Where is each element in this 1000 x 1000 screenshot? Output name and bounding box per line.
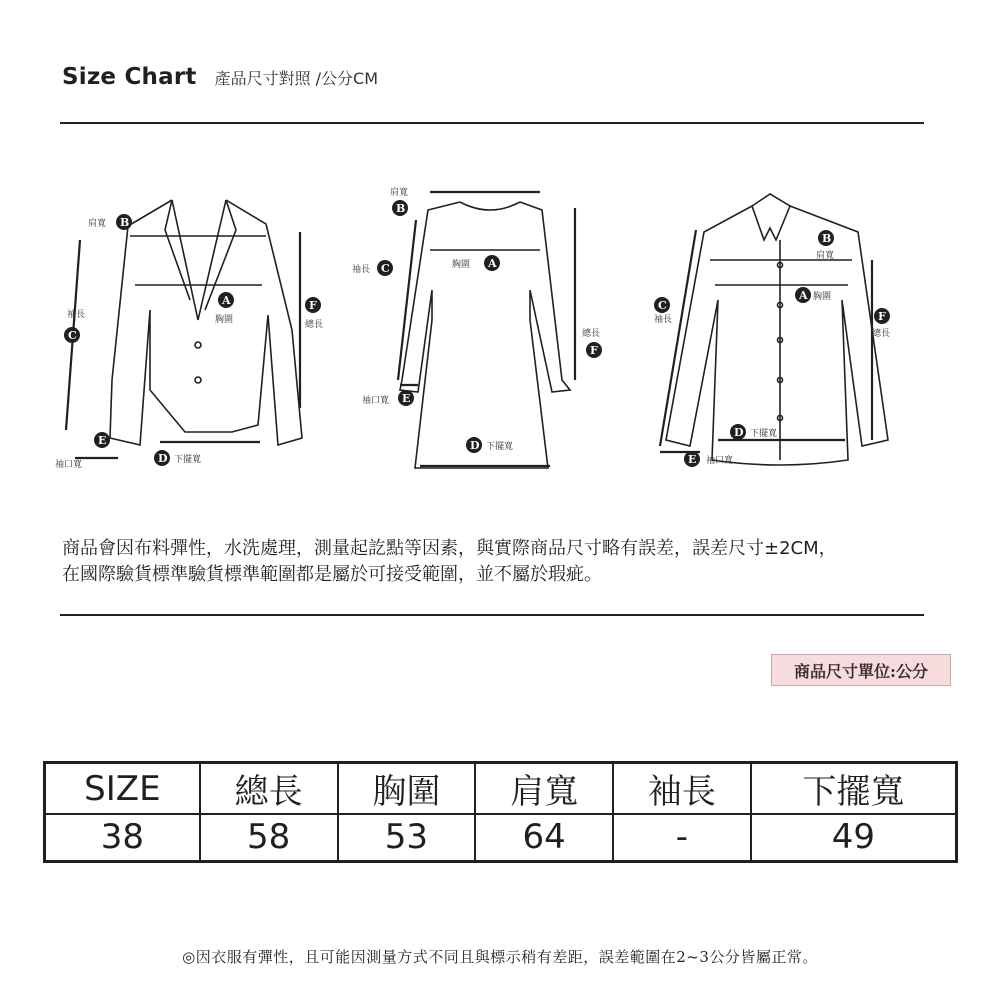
svg-text:A: A: [222, 294, 231, 307]
garment-illustrations: [0, 140, 1000, 480]
label-sleeve-shirt: 袖長: [654, 315, 673, 325]
garment-diagrams: [0, 140, 1000, 480]
label-hem-jacket: 下擺寬: [174, 455, 202, 465]
svg-text:E: E: [98, 434, 107, 447]
svg-text:A: A: [488, 257, 497, 270]
svg-text:C: C: [381, 262, 390, 275]
cell-length: 58: [200, 814, 338, 861]
label-length-dress: 總長: [582, 329, 601, 339]
svg-text:D: D: [158, 452, 168, 465]
dress-illustration: [398, 192, 575, 468]
header-cell-hem: 下擺寬: [751, 763, 957, 815]
header-cell-size: SIZE: [45, 763, 200, 815]
label-shoulder-dress: 肩寬: [390, 188, 409, 198]
note-line-1: 商品會因布料彈性，水洗處理，測量起訖點等因素，與實際商品尺寸略有誤差，誤差尺寸±2CM，: [62, 538, 837, 559]
cell-shoulder: 64: [475, 814, 613, 861]
label-hem-dress: 下擺寬: [486, 442, 514, 452]
svg-text:A: A: [799, 289, 808, 302]
label-cuff-shirt: 袖口寬: [706, 456, 734, 466]
cell-size: 38: [45, 814, 200, 861]
footnote: ◎因衣服有彈性，且可能因測量方式不同且與標示稍有差距，誤差範圍在2~3公分皆屬正常。: [182, 948, 818, 966]
header-cell-sleeve: 袖長: [613, 763, 751, 815]
label-sleeve-dress: 袖長: [352, 265, 371, 275]
label-chest-jacket: 胸圍: [215, 315, 234, 325]
svg-text:F: F: [590, 344, 598, 357]
svg-text:E: E: [688, 453, 697, 466]
unit-badge: 商品尺寸單位:公分: [771, 654, 951, 686]
header-cell-shoulder: 肩寬: [475, 763, 613, 815]
page-subtitle: 產品尺寸對照 /公分CM: [214, 69, 379, 88]
table-header-row: [45, 763, 957, 815]
size-table: [43, 761, 958, 863]
svg-text:B: B: [396, 202, 406, 215]
label-hem-shirt: 下擺寬: [750, 429, 778, 439]
top-divider: [60, 122, 924, 124]
svg-text:E: E: [402, 392, 411, 405]
note-line-2: 在國際驗貨標準驗貨標準範圍都是屬於可接受範圍，並不屬於瑕疵。: [62, 564, 602, 585]
page-title: Size Chart: [62, 64, 197, 90]
label-length-shirt: 總長: [872, 329, 891, 339]
label-cuff-dress: 袖口寬: [362, 396, 390, 406]
label-chest-shirt: 胸圍: [813, 292, 832, 302]
measurement-note: [62, 536, 992, 588]
header-cell-length: 總長: [200, 763, 338, 815]
label-chest-dress: 胸圍: [452, 260, 471, 270]
svg-text:B: B: [120, 216, 130, 229]
cell-hem: 49: [751, 814, 957, 861]
middle-divider: [60, 614, 924, 616]
svg-text:C: C: [68, 329, 77, 342]
label-shoulder-shirt: 肩寬: [816, 251, 835, 261]
jacket-illustration: [66, 200, 302, 458]
chart-header: [62, 64, 378, 90]
svg-text:F: F: [309, 299, 317, 312]
label-length-jacket: 總長: [305, 320, 324, 330]
cell-chest: 53: [338, 814, 476, 861]
cell-sleeve: -: [613, 814, 751, 861]
svg-text:C: C: [658, 299, 667, 312]
label-shoulder-jacket: 肩寬: [88, 219, 107, 229]
svg-text:F: F: [878, 310, 886, 323]
label-sleeve-jacket: 袖長: [67, 310, 86, 320]
label-cuff-jacket: 袖口寬: [55, 460, 83, 470]
svg-text:B: B: [822, 232, 832, 245]
header-cell-chest: 胸圍: [338, 763, 476, 815]
table-row: [45, 814, 957, 861]
svg-text:D: D: [734, 426, 744, 439]
shirt-illustration: [660, 194, 891, 465]
svg-text:D: D: [470, 439, 480, 452]
